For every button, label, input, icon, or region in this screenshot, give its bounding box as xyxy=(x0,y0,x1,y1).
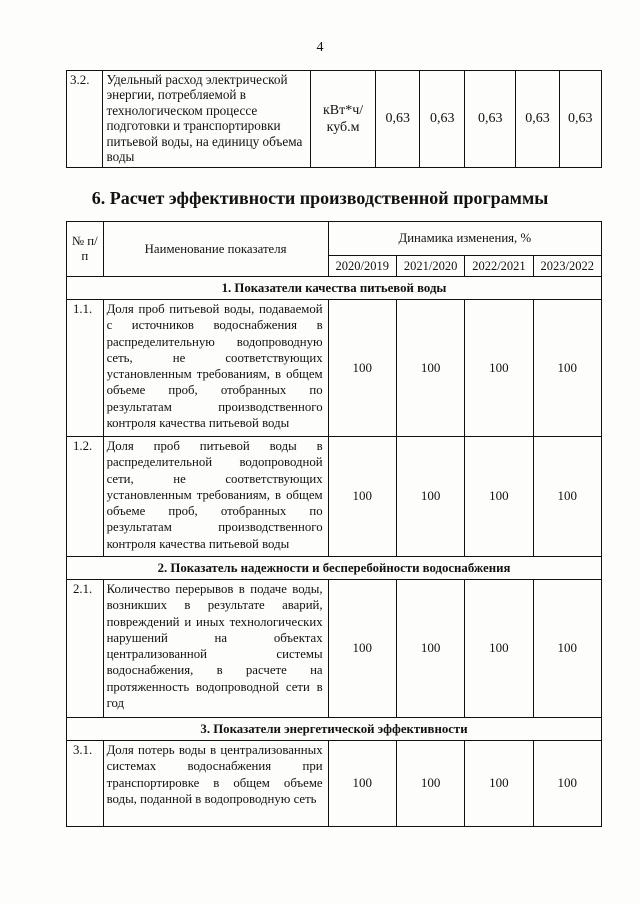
value-cell: 0,63 xyxy=(420,71,465,168)
value-cell: 100 xyxy=(396,300,464,437)
value-cell: 0,63 xyxy=(465,71,516,168)
table-row xyxy=(67,580,602,718)
header-name: Наименование показателя xyxy=(103,222,328,277)
header-year: 2022/2021 xyxy=(465,256,533,277)
table-row xyxy=(67,437,602,557)
section-heading: 2. Показатель надежности и бесперебойности водоснабжения xyxy=(67,557,602,580)
section-row xyxy=(67,557,602,580)
table-row xyxy=(67,741,602,827)
header-num: № п/п xyxy=(67,222,104,277)
value-cell: 100 xyxy=(328,437,396,557)
continuation-table xyxy=(66,70,602,168)
header-year: 2021/2020 xyxy=(396,256,464,277)
page-number: 4 xyxy=(316,40,324,55)
section-title: 6. Расчет эффективности производственной программы xyxy=(91,188,549,208)
indicator-name: Доля проб питьевой воды, подаваемой с источников водоснабжения в распределительную водопроводную сеть, не соответствующих установленным требованиям, в общем объеме проб, отобранных по результатам производственного контроля качества питьевой воды xyxy=(103,300,328,437)
value-cell: 100 xyxy=(396,580,464,718)
value-cell: 100 xyxy=(465,741,533,827)
header-dynamics: Динамика изменения, % xyxy=(328,222,601,256)
header-row xyxy=(67,222,602,256)
unit-cell: кВт*ч/ куб.м xyxy=(310,71,375,168)
header-year: 2020/2019 xyxy=(328,256,396,277)
header-year: 2023/2022 xyxy=(533,256,601,277)
value-cell: 100 xyxy=(533,300,601,437)
row-number: 1.2. xyxy=(67,437,104,557)
row-number: 2.1. xyxy=(67,580,104,718)
section-heading: 1. Показатели качества питьевой воды xyxy=(67,277,602,300)
value-cell: 100 xyxy=(396,741,464,827)
section-row xyxy=(67,277,602,300)
value-cell: 0,63 xyxy=(376,71,420,168)
indicator-name: Количество перерывов в подаче воды, возникших в результате аварий, повреждений и иных технологических нарушений на объектах централизованной системы водоснабжения, в расчете на протяженность водопроводной сети в год xyxy=(103,580,328,718)
value-cell: 100 xyxy=(533,580,601,718)
section-heading: 3. Показатели энергетической эффективности xyxy=(67,718,602,741)
row-number: 1.1. xyxy=(67,300,104,437)
value-cell: 0,63 xyxy=(559,71,601,168)
value-cell: 100 xyxy=(328,741,396,827)
value-cell: 100 xyxy=(533,437,601,557)
value-cell: 100 xyxy=(465,300,533,437)
value-cell: 100 xyxy=(328,300,396,437)
indicator-name: Удельный расход электрической энергии, потребляемой в технологическом процессе подготовки и транспортировки питьевой воды, на единицу объема воды xyxy=(103,71,310,168)
value-cell: 100 xyxy=(396,437,464,557)
value-cell: 100 xyxy=(465,580,533,718)
table-row xyxy=(67,71,602,168)
row-number: 3.1. xyxy=(67,741,104,827)
efficiency-table xyxy=(66,221,602,827)
value-cell: 0,63 xyxy=(516,71,559,168)
table-row xyxy=(67,300,602,437)
indicator-name: Доля потерь воды в централизованных системах водоснабжения при транспортировке в общем объеме воды, поданной в водопроводную сеть xyxy=(103,741,328,827)
indicator-name: Доля проб питьевой воды в распределительной водопроводной сети, не соответствующих установленным требованиям, в общем объеме проб, отобранных по результатам производственного контроля качества питьевой воды xyxy=(103,437,328,557)
value-cell: 100 xyxy=(328,580,396,718)
section-row xyxy=(67,718,602,741)
row-number: 3.2. xyxy=(67,71,103,168)
value-cell: 100 xyxy=(533,741,601,827)
value-cell: 100 xyxy=(465,437,533,557)
